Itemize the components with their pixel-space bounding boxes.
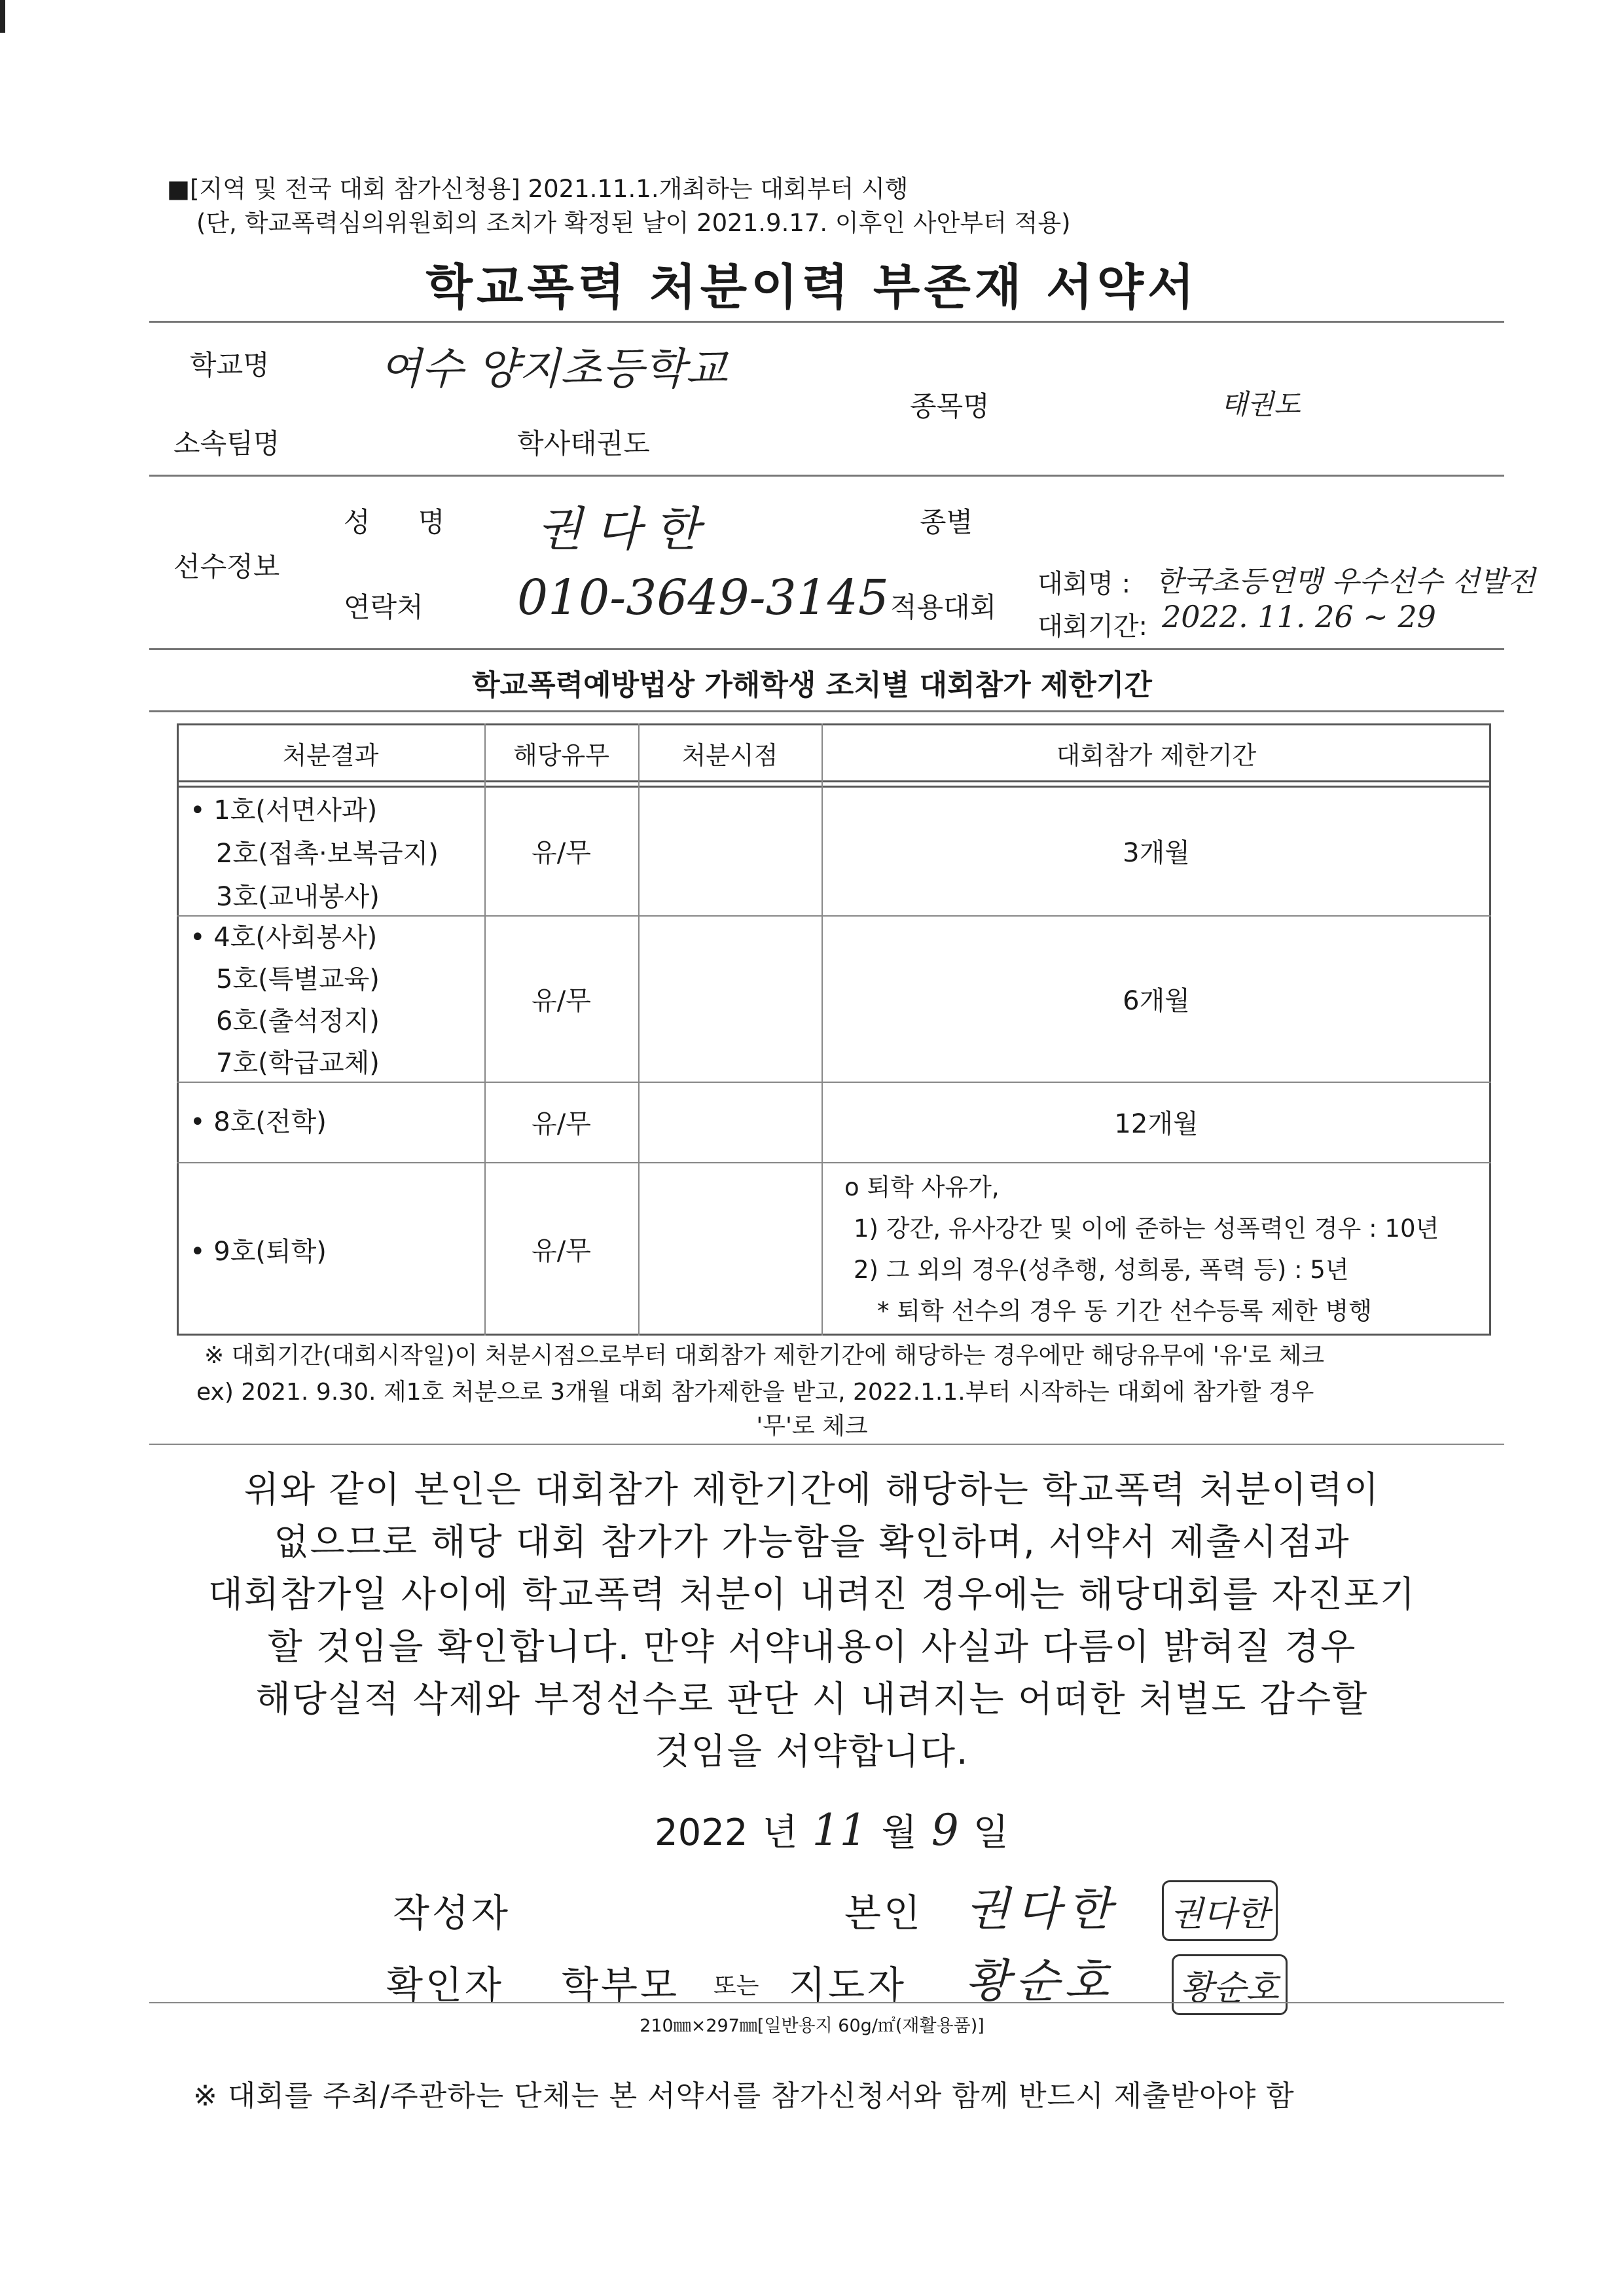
event-label: 종별 bbox=[920, 506, 973, 538]
period-value: 6개월 bbox=[1123, 985, 1190, 1016]
table-row bbox=[190, 917, 380, 1084]
period-line: * 퇴학 선수의 경우 동 기간 선수등록 제한 병행 bbox=[877, 1297, 1372, 1325]
self-name: 권다한 bbox=[965, 1882, 1118, 1936]
pledge-line: 대회참가일 사이에 학교폭력 처분이 내려진 경우에는 해당대회를 자진포기 bbox=[208, 1573, 1416, 1615]
paper-spec: 210㎜×297㎜[일반용지 60g/㎡(재활용품)] bbox=[640, 2016, 984, 2036]
pledge-line: 해당실적 삭제와 부정선수로 판단 시 내려지는 어떠한 처벌도 감수할 bbox=[255, 1678, 1369, 1720]
col-header-date: 처분시점 bbox=[681, 740, 778, 770]
comp-name-value: 한국초등연맹 우수선수 선발전 bbox=[1155, 565, 1536, 598]
pledge-line: 것임을 서약합니다. bbox=[655, 1730, 969, 1772]
or-label: 또는 bbox=[713, 1973, 759, 1999]
applicable-value: 유/무 bbox=[532, 985, 591, 1016]
scan-edge bbox=[0, 0, 5, 33]
contact-value: 010-3649-3145 bbox=[517, 570, 889, 626]
confirmer-label: 확인자 bbox=[386, 1963, 505, 2007]
date-month-unit: 월 bbox=[881, 1812, 917, 1854]
coach-signature: 황순호 bbox=[1172, 1954, 1288, 2015]
divider bbox=[149, 321, 1504, 323]
comp-label: 적용대회 bbox=[890, 591, 997, 623]
divider bbox=[149, 710, 1504, 712]
date-year-unit: 년 bbox=[762, 1812, 798, 1854]
col-header-result: 처분결과 bbox=[282, 740, 379, 770]
applicable-value: 유/무 bbox=[532, 1236, 591, 1266]
table-note-3: '무'로 체크 bbox=[756, 1413, 868, 1440]
pledge-text bbox=[0, 1463, 1624, 1777]
table-row bbox=[190, 1101, 327, 1139]
disposal-item: • 9호(퇴학) bbox=[190, 1237, 327, 1267]
period-line: o 퇴학 사유가, bbox=[844, 1173, 1000, 1201]
table-col-line bbox=[638, 723, 640, 1336]
period-detail bbox=[844, 1167, 1439, 1332]
disposal-item: • 1호(서면사과) bbox=[190, 795, 378, 826]
writer-label: 작성자 bbox=[393, 1891, 511, 1935]
date-year: 2022 bbox=[655, 1812, 748, 1854]
divider bbox=[149, 1444, 1504, 1445]
date-day: 9 bbox=[931, 1805, 959, 1855]
period-line: 1) 강간, 유사강간 및 이에 준하는 성폭력인 경우 : 10년 bbox=[854, 1214, 1439, 1243]
coach-name: 황순호 bbox=[965, 1954, 1114, 2008]
final-note: ※ 대회를 주최/주관하는 단체는 본 서약서를 참가신청서와 함께 반드시 제출받아야 함 bbox=[193, 2079, 1295, 2113]
comp-period-value: 2022. 11. 26 ~ 29 bbox=[1162, 599, 1436, 634]
comp-name-label: 대회명 : bbox=[1038, 569, 1131, 599]
self-signature: 권다한 bbox=[1162, 1880, 1278, 1941]
table-row bbox=[190, 1231, 327, 1268]
pledge-line: 위와 같이 본인은 대회참가 제한기간에 해당하는 학교폭력 처분이력이 bbox=[244, 1468, 1380, 1510]
disposal-item: 7호(학급교체) bbox=[216, 1048, 380, 1078]
self-label: 본인 bbox=[844, 1891, 924, 1935]
name-label: 성 명 bbox=[344, 506, 465, 538]
contact-label: 연락처 bbox=[344, 591, 424, 623]
divider bbox=[149, 2002, 1504, 2003]
table-row bbox=[190, 789, 439, 919]
disposal-item: • 8호(전학) bbox=[190, 1107, 327, 1137]
header-note-1: ■[지역 및 전국 대회 참가신청용] 2021.11.1.개최하는 대회부터 시행 bbox=[167, 175, 909, 203]
player-label: 선수정보 bbox=[173, 551, 280, 583]
pledge-line: 없으므로 해당 대회 참가가 가능함을 확인하며, 서약서 제출시점과 bbox=[274, 1521, 1350, 1563]
school-label: 학교명 bbox=[190, 349, 270, 381]
divider bbox=[149, 475, 1504, 477]
applicable-value: 유/무 bbox=[532, 837, 591, 868]
period-value: 3개월 bbox=[1123, 837, 1190, 868]
team-label: 소속팀명 bbox=[173, 428, 280, 460]
col-header-applicable: 해당유무 bbox=[513, 740, 609, 770]
pledge-line: 할 것임을 확인합니다. 만약 서약내용이 사실과 다름이 밝혀질 경우 bbox=[267, 1626, 1357, 1667]
disposal-item: 2호(접촉·보복금지) bbox=[216, 839, 439, 869]
date-month: 11 bbox=[812, 1805, 867, 1855]
school-value: 여수 양지초등학교 bbox=[380, 344, 728, 394]
table-heading: 학교폭력예방법상 가해학생 조치별 대회참가 제한기간 bbox=[472, 668, 1152, 702]
page-title: 학교폭력 처분이력 부존재 서약서 bbox=[425, 259, 1199, 316]
applicable-value: 유/무 bbox=[532, 1109, 591, 1139]
period-value: 12개월 bbox=[1114, 1109, 1199, 1139]
disposal-item: 5호(특별교육) bbox=[216, 964, 380, 994]
disposal-item: 6호(출석정지) bbox=[216, 1006, 380, 1036]
divider bbox=[149, 648, 1504, 650]
table-row-line bbox=[177, 1162, 1491, 1163]
disposal-item: 3호(교내봉사) bbox=[216, 882, 380, 912]
header-note-2: (단, 학교폭력심의위원회의 조치가 확정된 날이 2021.9.17. 이후인 사안부터 적용) bbox=[196, 209, 1071, 237]
comp-period-label: 대회기간: bbox=[1038, 611, 1148, 642]
parent-label: 학부모 bbox=[562, 1963, 680, 2007]
disposal-item: • 4호(사회봉사) bbox=[190, 922, 378, 953]
table-note-2: ex) 2021. 9.30. 제1호 처분으로 3개월 대회 참가제한을 받고, 2022.1.1.부터 시작하는 대회에 참가할 경우 bbox=[196, 1379, 1314, 1406]
date-day-unit: 일 bbox=[973, 1812, 1009, 1854]
period-line: 2) 그 외의 경우(성추행, 성희롱, 폭력 등) : 5년 bbox=[854, 1256, 1349, 1284]
coach-label: 지도자 bbox=[789, 1963, 907, 2007]
name-value: 권다한 bbox=[537, 501, 713, 556]
sport-value: 태권도 bbox=[1221, 388, 1301, 420]
sport-label: 종목명 bbox=[910, 390, 990, 422]
table-note-1: ※ 대회기간(대회시작일)이 처분시점으로부터 대회참가 제한기간에 해당하는 경우에만 해당유무에 '유'로 체크 bbox=[204, 1342, 1325, 1369]
team-value: 학사태권도 bbox=[517, 428, 650, 460]
col-header-period: 대회참가 제한기간 bbox=[1056, 740, 1257, 770]
pledge-date bbox=[655, 1804, 1009, 1856]
